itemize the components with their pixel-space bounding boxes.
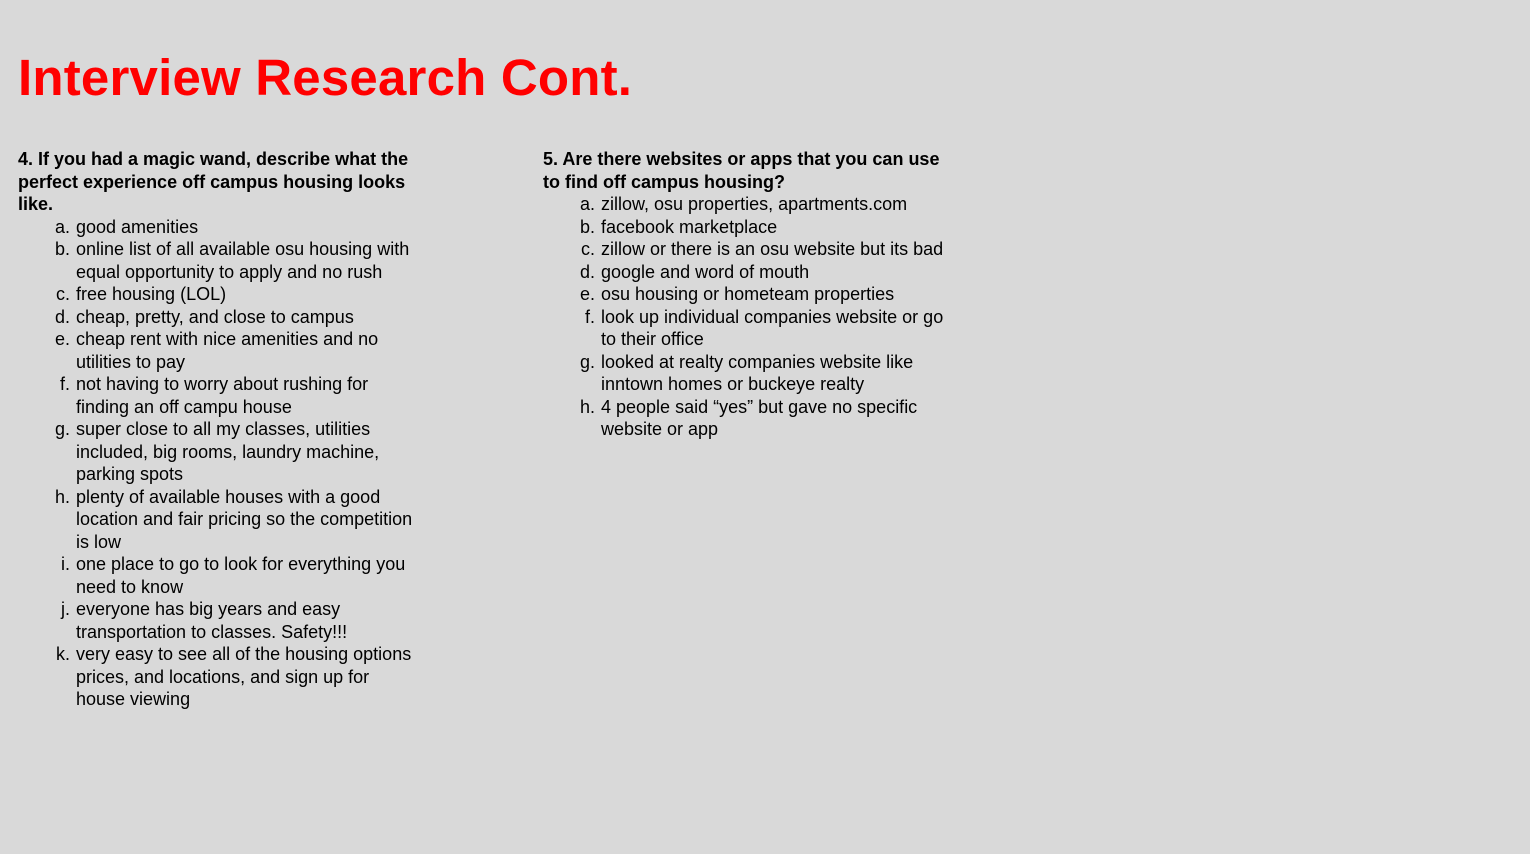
answer-marker: g. (579, 351, 595, 372)
question-4-section (18, 148, 428, 711)
answer-text: very easy to see all of the housing options prices, and locations, and sign up for house viewing (76, 644, 412, 709)
answer-item (543, 396, 953, 441)
answer-marker: d. (54, 306, 70, 327)
answer-text: good amenities (76, 216, 199, 237)
answer-text: online list of all available osu housing with equal opportunity to apply and no rush (76, 239, 410, 282)
answer-text: one place to go to look for everything you need to know (76, 554, 406, 597)
answer-item (18, 486, 428, 554)
answer-text: 4 people said “yes” but gave no specific website or app (601, 396, 918, 439)
answer-item (18, 598, 428, 643)
answer-text: plenty of available houses with a good location and fair pricing so the competition is low (76, 486, 413, 552)
answer-text: everyone has big years and easy transportation to classes. Safety!!! (76, 599, 348, 642)
answer-text: looked at realty companies website like inntown homes or buckeye realty (601, 351, 914, 394)
answer-text: zillow or there is an osu website but its bad (601, 239, 944, 259)
answer-marker: i. (61, 554, 70, 574)
answer-marker: a. (54, 216, 70, 237)
answer-marker: g. (54, 419, 70, 439)
answer-item (18, 643, 428, 711)
answer-item (18, 328, 428, 373)
answer-marker: f. (584, 306, 595, 327)
answer-item (18, 306, 428, 329)
answer-text: zillow, osu properties, apartments.com (601, 194, 908, 214)
answer-item (543, 351, 953, 396)
answer-text: super close to all my classes, utilities included, big rooms, laundry machine, parking spots (76, 419, 380, 484)
answer-text: cheap, pretty, and close to campus (76, 306, 354, 327)
answer-marker: k. (55, 644, 70, 664)
answer-item (18, 553, 428, 598)
answer-item (543, 306, 953, 351)
question-5-answers (543, 193, 953, 441)
answer-marker: b. (579, 216, 595, 237)
question-5-section (543, 148, 953, 441)
answer-marker: c. (580, 239, 595, 259)
answer-marker: j. (61, 599, 70, 619)
answer-text: cheap rent with nice amenities and no utilities to pay (76, 329, 379, 372)
answer-item (18, 373, 428, 418)
answer-text: google and word of mouth (601, 261, 810, 282)
answer-marker: b. (54, 239, 70, 259)
answer-item (18, 283, 428, 306)
question-5: 5. Are there websites or apps that you can use to find off campus housing? (543, 149, 940, 192)
answer-text: osu housing or hometeam properties (601, 284, 895, 304)
answer-item (543, 193, 953, 216)
answer-marker: e. (579, 284, 595, 304)
question-4: 4. If you had a magic wand, describe what the perfect experience off campus housing looks like. (18, 149, 409, 214)
answer-marker: f. (59, 374, 70, 394)
answer-item (543, 238, 953, 261)
answer-item (543, 283, 953, 306)
answer-item (18, 238, 428, 283)
answer-item (543, 216, 953, 239)
answer-item (543, 261, 953, 284)
answer-text: look up individual companies website or go to their office (601, 306, 944, 349)
answer-text: not having to worry about rushing for finding an off campu house (76, 374, 369, 417)
answer-text: free housing (LOL) (76, 284, 227, 304)
slide-title: Interview Research Cont. (18, 49, 633, 106)
answer-marker: a. (579, 194, 595, 214)
answer-marker: e. (54, 329, 70, 349)
answer-marker: d. (579, 261, 595, 282)
answer-text: facebook marketplace (601, 216, 778, 237)
answer-marker: h. (579, 396, 595, 417)
answer-marker: c. (55, 284, 70, 304)
answer-item (18, 418, 428, 486)
answer-marker: h. (54, 486, 70, 507)
question-4-answers (18, 216, 428, 711)
answer-item (18, 216, 428, 239)
